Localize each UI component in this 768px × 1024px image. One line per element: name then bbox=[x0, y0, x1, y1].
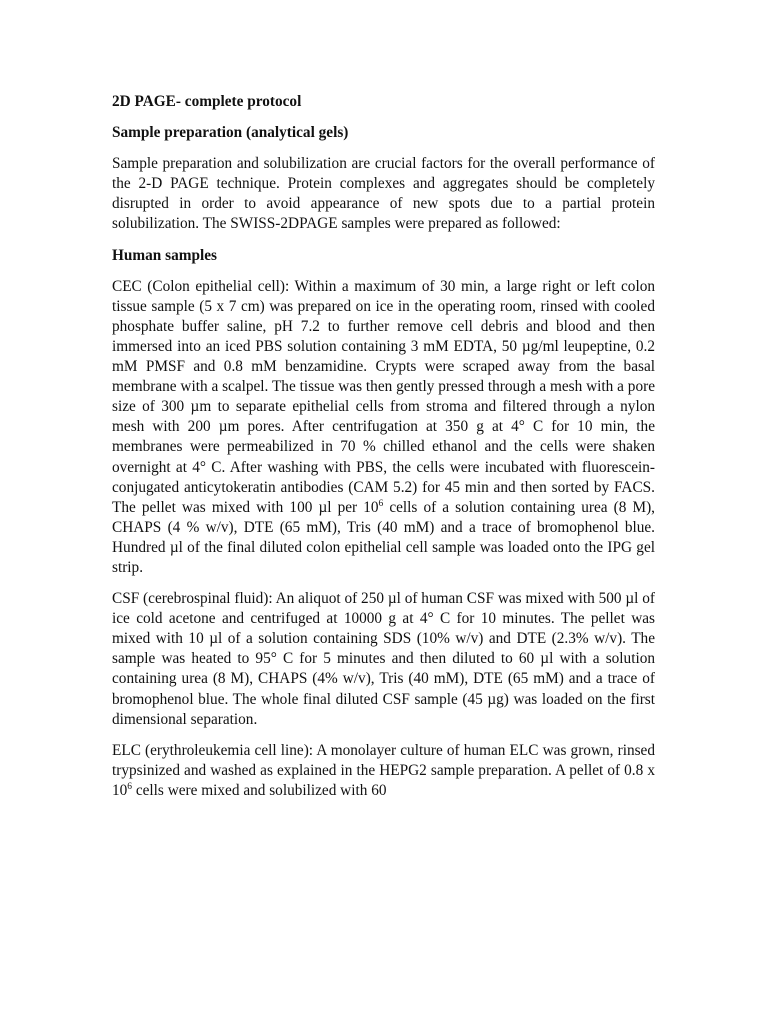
cec-text-part2: cells of a solution containing urea (8 M), CHAPS (4 % w/v), DTE (65 mM), Tris (40 mM) and a trace of bromophenol blue. Hundred µl of the final diluted colon epithelial cell sample was loaded onto the IPG gel strip. bbox=[112, 498, 655, 576]
cec-text-part1: CEC (Colon epithelial cell): Within a maximum of 30 min, a large right or left colon tissue sample (5 x 7 cm) was prepared on ice in the operating room, rinsed with cooled phosphate buffer saline, pH 7.2 to further remove cell debris and blood and then immersed into an iced PBS solution containing 3 mM EDTA, 50 µg/ml leupeptine, 0.2 mM PMSF and 0.8 mM benzamidine. Crypts were scraped away from the basal membrane with a scalpel. The tissue was then gently pressed through a mesh with a pore size of 300 µm to separate epithelial cells from stroma and filtered through a nylon mesh with 200 µm pores. After centrifugation at 350 g at 4° C for 10 min, the membranes were permeabilized in 70 % chilled ethanol and the cells were shaken overnight at 4° C. After washing with PBS, the cells were incubated with fluorescein-conjugated anticytokeratin antibodies (CAM 5.2) for 45 min and then sorted by FACS. The pellet was mixed with 100 µl per 10 bbox=[112, 277, 655, 516]
subsection-heading-human-samples: Human samples bbox=[112, 246, 217, 264]
elc-text-part2: cells were mixed and solubilized with 60 bbox=[132, 781, 387, 799]
intro-paragraph: Sample preparation and solubilization are crucial factors for the overall performance of the 2-D PAGE technique. Protein complexes and aggregates should be completely disrupted in order to avoid appearance of new spots due to a partial protein solubilization. The SWISS-2DPAGE samples were prepared as followed: bbox=[112, 155, 655, 233]
document-title: 2D PAGE- complete protocol bbox=[112, 93, 302, 110]
section-heading-sample-preparation: Sample preparation (analytical gels) bbox=[112, 124, 349, 142]
elc-paragraph bbox=[112, 741, 655, 801]
elc-superscript: 6 bbox=[127, 781, 133, 792]
document-page bbox=[112, 92, 655, 812]
cec-superscript: 6 bbox=[378, 498, 384, 509]
cec-paragraph bbox=[112, 277, 655, 578]
csf-paragraph: CSF (cerebrospinal fluid): An aliquot of 250 µl of human CSF was mixed with 500 µl of ice cold acetone and centrifuged at 10000 g at 4° C for 10 minutes. The pellet was mixed with 10 µl of a solution containing SDS (10% w/v) and DTE (2.3% w/v). The sample was heated to 95° C for 5 minutes and then diluted to 60 µl with a solution containing urea (8 M), CHAPS (4% w/v), Tris (40 mM), DTE (65 mM) and a trace of bromophenol blue. The whole final diluted CSF sample (45 µg) was loaded on the first dimensional separation. bbox=[112, 590, 655, 728]
elc-text-part1: ELC (erythroleukemia cell line): A monolayer culture of human ELC was grown, rinsed trypsinized and washed as explained in the HEPG2 sample preparation. A pellet of 0.8 x 10 bbox=[112, 741, 655, 799]
